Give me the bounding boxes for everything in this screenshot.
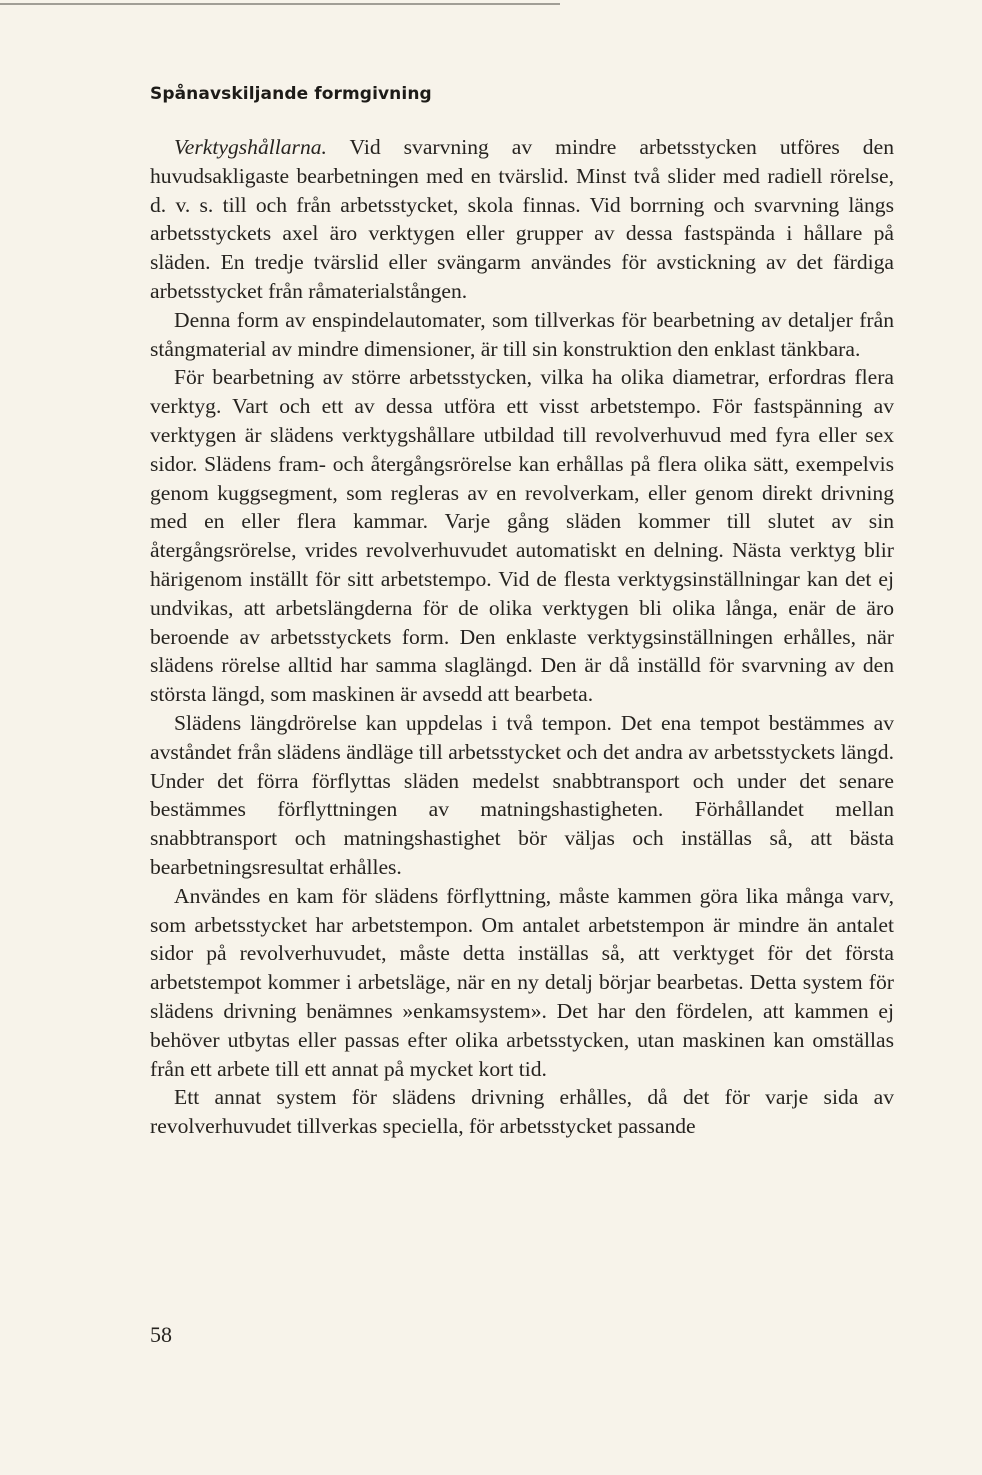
paragraph: Slädens längdrörelse kan uppdelas i två tempon. Det ena tempot bestämmes av avståndet från slädens ändläge till arbetsstycket och det andra av arbetsstyckets längd. Under det förra förflyttas släden medelst snabbtransport och under det senare bestämmes förflyttningen av matningshastigheten. Förhållandet mellan snabbtransport och matningshastighet bör väljas och inställas så, att bästa bearbetningsresultat erhålles. [150,710,894,879]
running-head: Spånavskiljande formgivning [150,84,432,104]
page-number: 58 [150,1322,172,1347]
paragraph-text: Vid svarvning av mindre arbetsstycken utföres den huvudsakligaste bearbetningen med en tvärslid. Minst två slider med radiell rörelse, d. v. s. till och från arbetsstycket, skola finnas. Vid borrning och svarvning längs arbetsstyckets axel äro verktygen eller grupper av dessa fastspända i hållare på släden. En tredje tvärslid eller svängarm användes för avstickning av det färdiga arbetsstycket från råmaterialstången. [150,135,894,303]
paragraph: Användes en kam för slädens förflyttning, måste kammen göra lika många varv, som arbetsstycket har arbetstempon. Om antalet arbetstempon är mindre än antalet sidor på revolverhuvudet, måste detta inställas så, att verktyget för det första arbetstempot kommer i arbetsläge, när en ny detalj börjar bearbetas. Detta system för slädens drivning benämnes »enkamsystem». Det har den fördelen, att kammen ej behöver utbytas eller passas efter olika arbetsstycken, utan maskinen kan omställas från ett arbete till ett annat på mycket kort tid. [150,883,894,1081]
paragraph: För bearbetning av större arbetsstycken, vilka ha olika diametrar, erfordras flera verktyg. Vart och ett av dessa utföra ett visst arbetstempo. För fastspänning av verktygen är slädens verktygshållare utbildad till revolverhuvud med fyra eller sex sidor. Slädens fram- och återgångsrörelse kan erhållas på flera olika sätt, exempelvis genom kuggsegment, som regleras av en revolverkam, eller genom direkt drivning med en eller flera kammar. Varje gång släden kommer till slutet av sin återgångsrörelse, vrides revolverhuvudet automatiskt en delning. Nästa verktyg blir härigenom inställt för sitt arbetstempo. Vid de flesta verktygsinställningar kan det ej undvikas, att arbetslängderna för de olika verktygen bli olika långa, enär de äro beroende av arbetsstyckets form. Den enklaste verktygsinställningen erhålles, när slädens rörelse alltid har samma slaglängd. Den är då inställd för svarvning av den största längd, som maskinen är avsedd att bearbeta. [150,365,894,707]
paragraph-lead-italic: Verktygshållarna. [174,135,327,159]
top-edge-rule [0,3,560,5]
paragraph: Ett annat system för slädens drivning erhålles, då det för varje sida av revolverhuvudet tillverkas speciella, för arbetsstycket passande [150,1085,894,1139]
body-text [150,133,894,1141]
paragraph [150,133,894,306]
paragraph: Denna form av enspindelautomater, som tillverkas för bearbetning av detaljer från stångmaterial av mindre dimensioner, är till sin konstruktion den enklast tänkbara. [150,307,894,361]
